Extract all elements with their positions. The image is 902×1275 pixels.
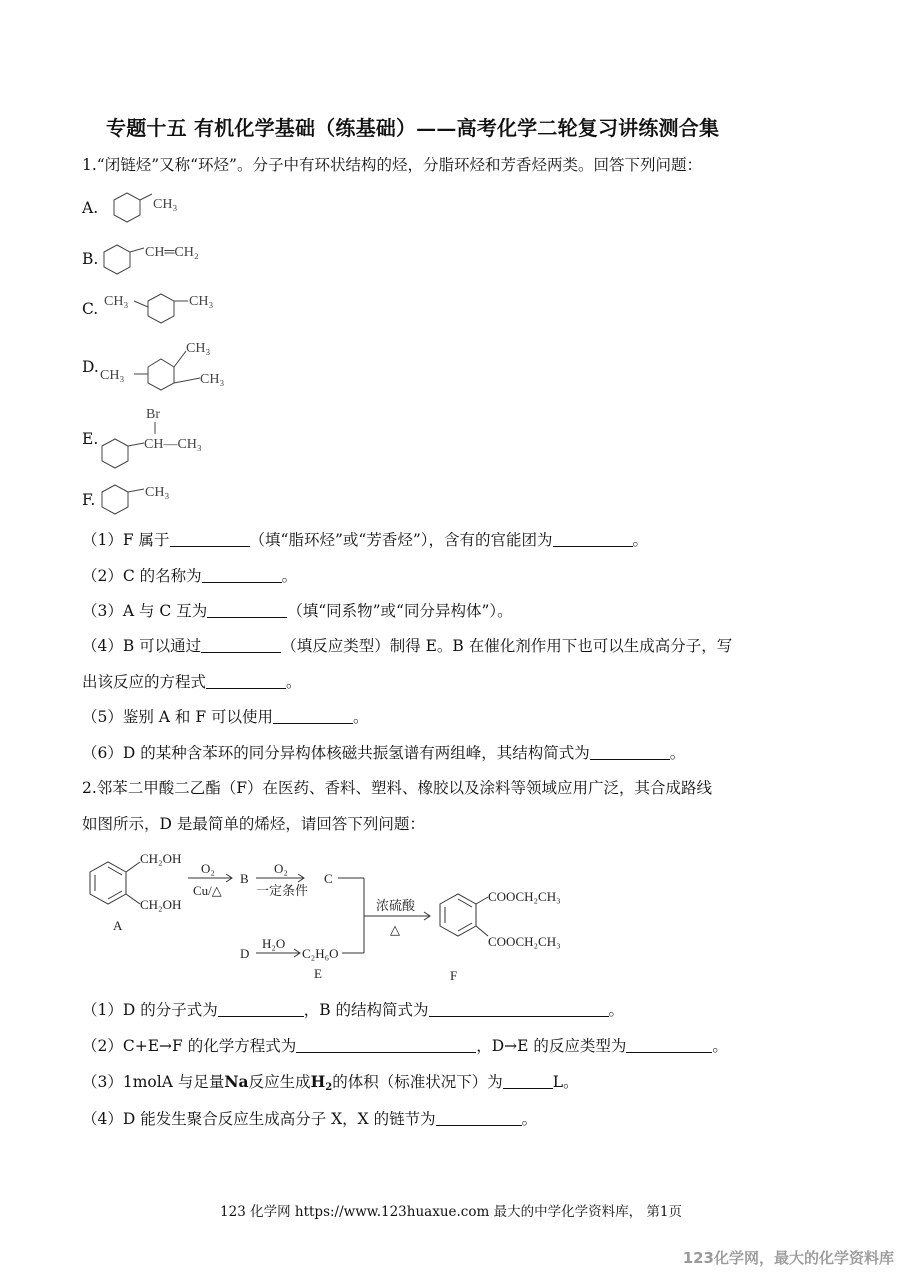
- q1-option-b-substituent: CH═CH₂: [145, 245, 199, 260]
- q2-stem-line-2: 如图所示，D 是最简单的烯烃，请回答下列问题：: [82, 815, 425, 833]
- scheme-f-bottom-group: COOCH₂CH₃: [488, 934, 561, 949]
- q1-option-c-substituent-1: CH₃: [104, 294, 129, 309]
- scheme-b: B: [240, 871, 249, 886]
- answer-blank[interactable]: [590, 744, 670, 761]
- q1-option-b-structure: [100, 240, 230, 280]
- scheme-arrow2-top: O₂: [274, 861, 288, 876]
- scheme-e-label: E: [314, 966, 322, 981]
- q1-part-2: （2）C 的名称为 。: [82, 567, 298, 585]
- q1-option-b-label: B.: [82, 250, 99, 268]
- scheme-f-label: F: [450, 968, 458, 983]
- q1-option-f-label: F.: [82, 491, 96, 509]
- q2-part-1: （1）D 的分子式为 ，B 的结构简式为 。: [82, 1001, 625, 1019]
- answer-blank[interactable]: [206, 673, 286, 690]
- answer-blank[interactable]: [503, 1073, 553, 1090]
- q1-option-c-substituent-2: CH₃: [189, 294, 214, 309]
- scheme-a-label: A: [113, 918, 123, 933]
- q2-part-4: （4）D 能发生聚合反应生成高分子 X，X 的链节为 。: [82, 1110, 538, 1128]
- q1-stem: 1.“闭链烃”又称“环烃”。分子中有环状结构的烃，分脂环烃和芳香烃两类。回答下列问题：: [82, 156, 702, 174]
- q2-part-2: （2）C+E→F 的化学方程式为 ，D→E 的反应类型为 。: [82, 1037, 728, 1055]
- page-title: 专题十五 有机化学基础（练基础）——高考化学二轮复习讲练测合集: [106, 116, 720, 140]
- scheme-arrow1-bottom: Cu/△: [193, 883, 222, 898]
- q1-option-d-structure: [96, 337, 236, 399]
- q1-option-e-bromine: Br: [146, 407, 160, 422]
- q1-part-4: （4）B 可以通过 （填反应类型）制得 E。B 在催化剂作用下也可以生成高分子，写: [82, 637, 733, 655]
- q2-stem-line-1: 2.邻苯二甲酸二乙酯（F）在医药、香料、塑料、橡胶以及涂料等领域应用广泛，其合成路线: [82, 779, 713, 797]
- q1-option-e-structure: [96, 403, 236, 469]
- q2-part-3: （3）1molA 与足量Na反应生成H2的体积（标准状况下）为 L。: [82, 1072, 579, 1093]
- scheme-arrow2-bottom: 一定条件: [256, 883, 309, 898]
- answer-blank[interactable]: [218, 1001, 304, 1018]
- scheme-arrow4-bottom: △: [390, 922, 400, 937]
- answer-blank[interactable]: [296, 1037, 476, 1054]
- q1-option-a-substituent: CH₃: [153, 197, 178, 212]
- answer-blank[interactable]: [626, 1037, 712, 1054]
- scheme-arrow3-top: H₂O: [262, 936, 286, 951]
- q1-part-4-cont: 出该反应的方程式 。: [82, 673, 302, 691]
- scheme-a-top-group: CH₂OH: [140, 851, 182, 866]
- q1-part-1: （1）F 属于 （填“脂环烃”或“芳香烃”），含有的官能团为 。: [82, 531, 649, 549]
- q1-option-c-label: C.: [82, 300, 99, 318]
- page-footer: 123 化学网 https://www.123huaxue.com 最大的中学化学资料库， 第1页: [220, 1204, 682, 1220]
- answer-blank[interactable]: [202, 567, 282, 584]
- answer-blank[interactable]: [201, 637, 281, 654]
- q1-option-d-substituent-3: CH₃: [200, 372, 225, 387]
- answer-blank[interactable]: [207, 602, 287, 619]
- synthesis-scheme: [80, 842, 600, 987]
- q1-option-a-structure: [100, 190, 210, 230]
- answer-blank[interactable]: [273, 708, 353, 725]
- scheme-a-bottom-group: CH₂OH: [140, 897, 182, 912]
- watermark: 123化学网，最大的化学资料库: [682, 1249, 894, 1267]
- q1-option-d-substituent-1: CH₃: [186, 341, 211, 356]
- q1-option-e-chain: CH—CH₃: [144, 437, 202, 452]
- answer-blank[interactable]: [436, 1110, 522, 1127]
- scheme-arrow4-top: 浓硫酸: [376, 898, 416, 913]
- q1-part-5: （5）鉴别 A 和 F 可以使用 。: [82, 708, 369, 726]
- q1-part-6: （6）D 的某种含苯环的同分异构体核磁共振氢谱有两组峰，其结构简式为 。: [82, 744, 686, 762]
- q1-part-3: （3）A 与 C 互为 （填“同系物”或“同分异构体”）。: [82, 602, 513, 620]
- q1-option-d-substituent-2: CH₃: [100, 368, 125, 383]
- q1-option-f-substituent: CH₃: [145, 485, 170, 500]
- scheme-arrow1-top: O₂: [201, 861, 215, 876]
- scheme-f-top-group: COOCH₂CH₃: [488, 889, 561, 904]
- scheme-d: D: [240, 946, 250, 961]
- q1-option-c-structure: [100, 287, 230, 331]
- q1-option-d-label: D.: [82, 358, 99, 376]
- q1-option-f-structure: [96, 480, 206, 522]
- scheme-c: C: [324, 871, 333, 886]
- answer-blank[interactable]: [553, 531, 633, 548]
- answer-blank[interactable]: [170, 531, 250, 548]
- scheme-e-formula: C₂H₆O: [302, 946, 339, 961]
- q1-option-a-label: A.: [82, 199, 99, 217]
- answer-blank[interactable]: [429, 1001, 609, 1018]
- q1-option-e-label: E.: [82, 430, 99, 448]
